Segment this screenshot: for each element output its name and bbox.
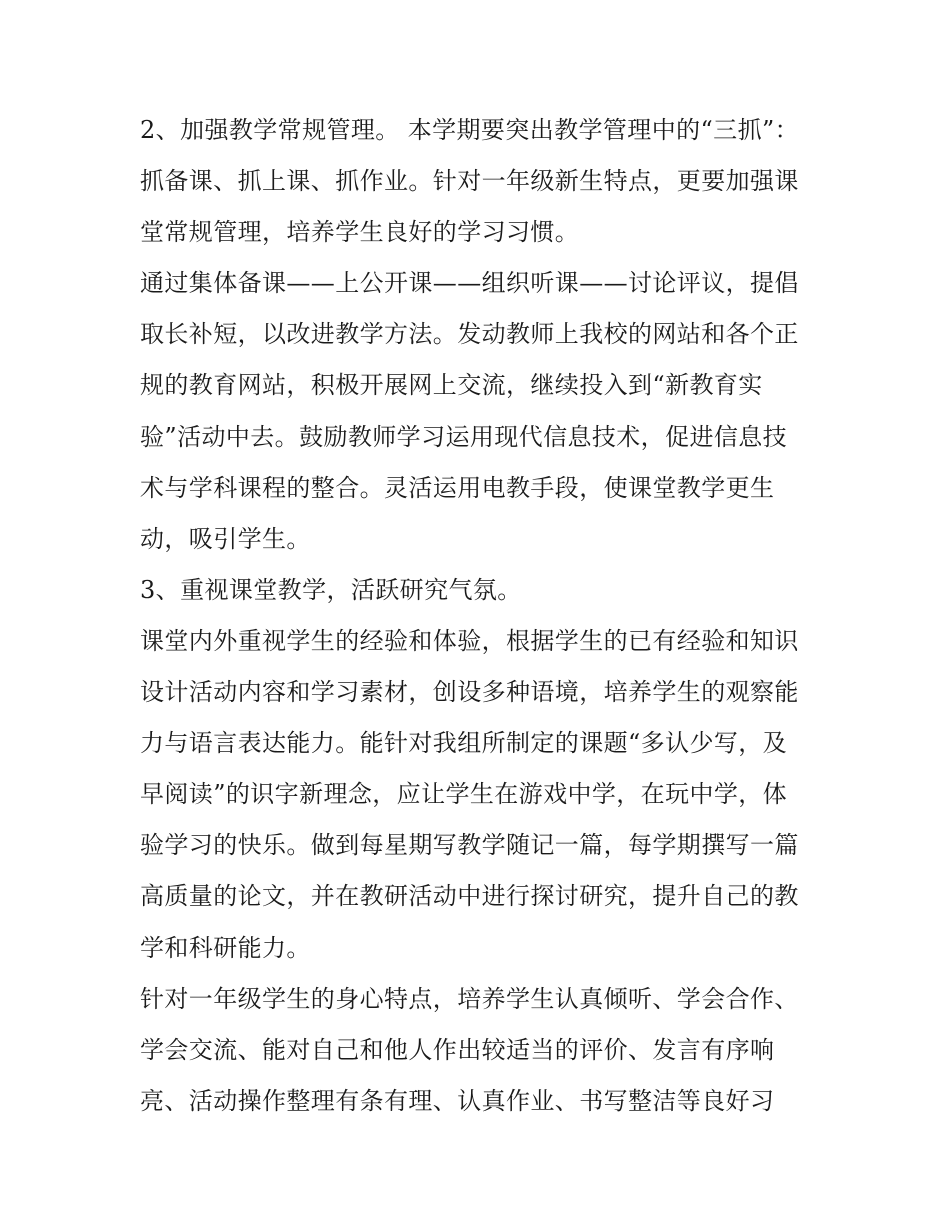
text-line: 学和科研能力。 — [140, 933, 311, 962]
document-body — [140, 110, 830, 1132]
text-line: 通过集体备课——上公开课——组织听课——讨论评议，提倡 — [140, 269, 799, 298]
text-line: 取长补短，以改进教学方法。发动教师上我校的网站和各个正 — [140, 320, 799, 349]
text-line: 堂常规管理，培养学生良好的学习习惯。 — [140, 218, 580, 247]
text-line: 规的教育网站，积极开展网上交流，继续投入到“新教育实 — [140, 371, 763, 400]
text-line: 2、加强教学常规管理。 本学期要突出教学管理中的“三抓”： — [140, 116, 800, 144]
text-line: 早阅读”的识字新理念，应让学生在游戏中学，在玩中学，体 — [140, 780, 788, 809]
text-line: 设计活动内容和学习素材，创设多种语境，培养学生的观察能 — [140, 678, 799, 707]
text-line: 学会交流、能对自己和他人作出较适当的评价、发言有序响 — [140, 1035, 775, 1064]
text-line: 针对一年级学生的身心特点，培养学生认真倾听、学会合作、 — [140, 984, 799, 1013]
text-line: 验学习的快乐。做到每星期写教学随记一篇，每学期撰写一篇 — [140, 831, 799, 860]
text-line: 抓备课、抓上课、抓作业。针对一年级新生特点，更要加强课 — [140, 167, 799, 196]
text-line: 动，吸引学生。 — [140, 524, 311, 553]
text-line: 高质量的论文，并在教研活动中进行探讨研究，提升自己的教 — [140, 882, 799, 911]
text-line: 验”活动中去。鼓励教师学习运用现代信息技术，促进信息技 — [140, 422, 788, 451]
text-line: 课堂内外重视学生的经验和体验，根据学生的已有经验和知识 — [140, 626, 799, 655]
text-line: 亮、活动操作整理有条有理、认真作业、书写整洁等良好习 — [140, 1086, 775, 1115]
text-line: 力与语言表达能力。能针对我组所制定的课题“多认少写，及 — [140, 729, 788, 758]
text-line: 术与学科课程的整合。灵活运用电教手段，使课堂教学更生 — [140, 473, 775, 502]
text-line: 3、重视课堂教学，活跃研究气氛。 — [140, 575, 522, 604]
